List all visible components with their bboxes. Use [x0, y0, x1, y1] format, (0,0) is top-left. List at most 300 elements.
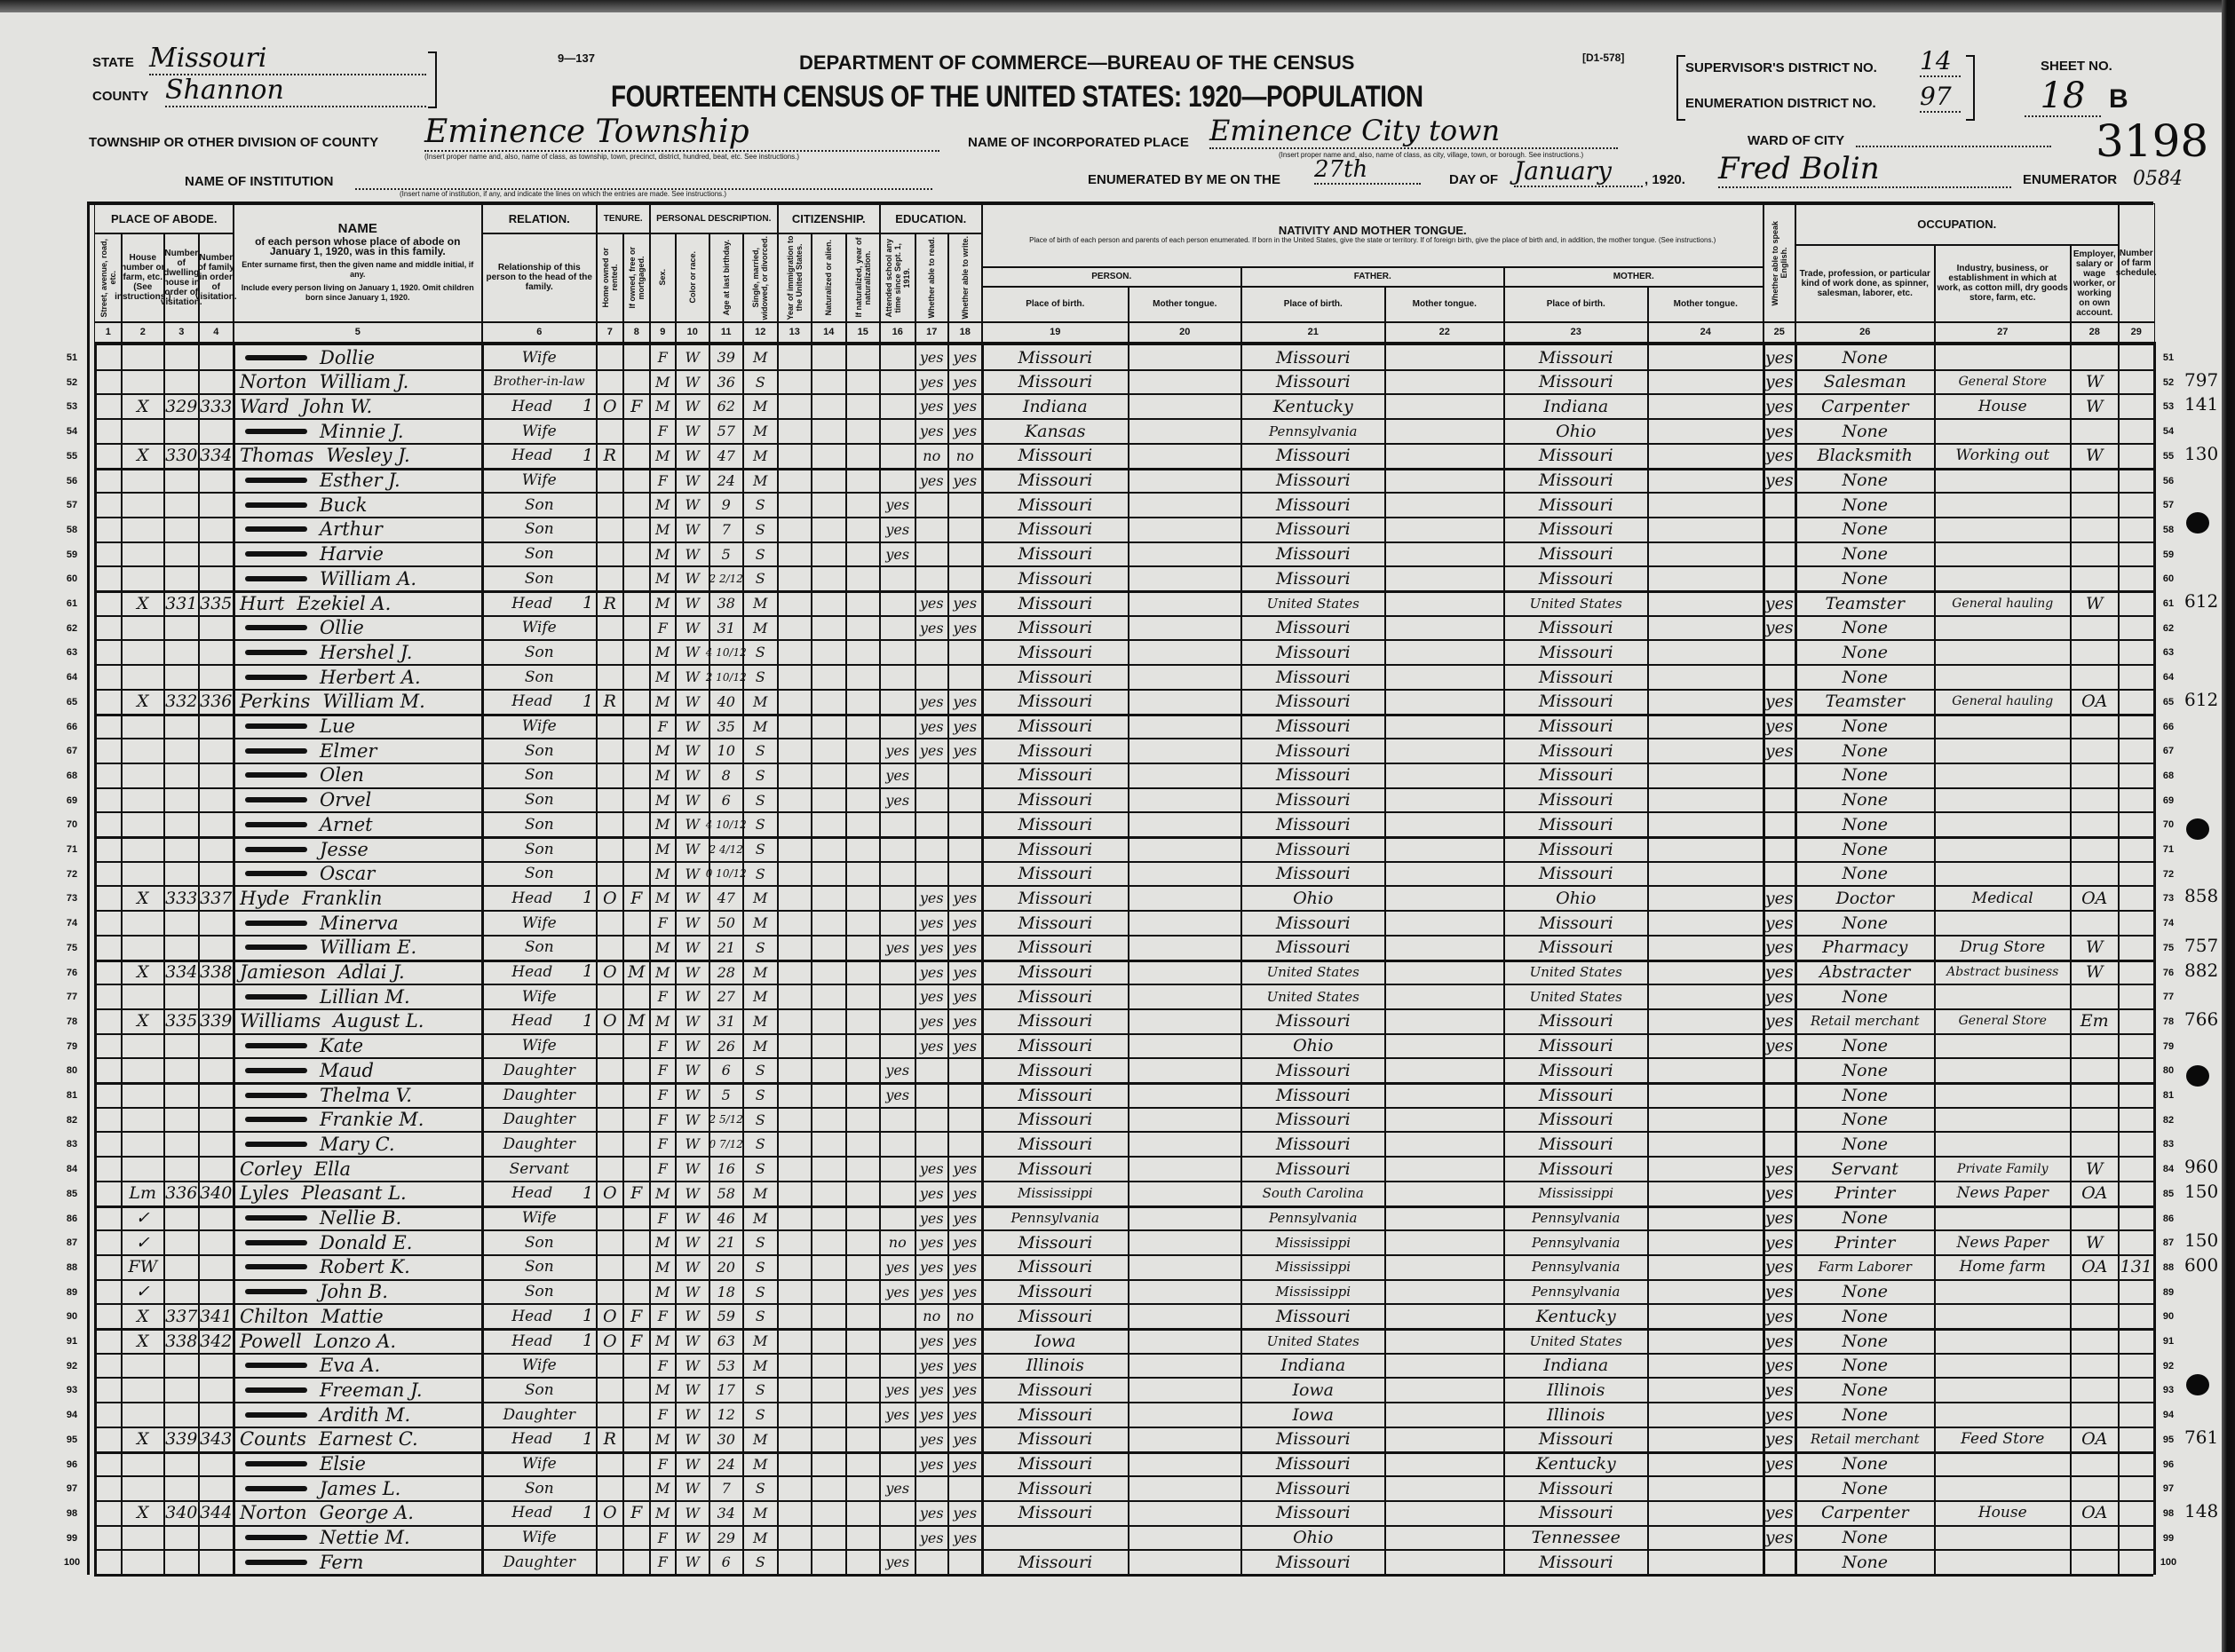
ditto-surname-mark: [245, 478, 307, 483]
group-nativity: [981, 203, 1764, 268]
cell-can-write: yes: [953, 1356, 978, 1374]
cell-sex: F: [657, 1406, 668, 1424]
cell-attended-school: yes: [885, 1406, 910, 1424]
cell-tally: 1: [582, 445, 594, 465]
cell-name: [233, 1550, 483, 1574]
cell-father-birthplace: Missouri: [1275, 642, 1351, 662]
line-number-left: 94: [66, 1410, 78, 1421]
cell-relation: Wife: [521, 471, 557, 490]
given-name: Eva A.: [320, 1355, 381, 1377]
header-race-text: Color or race.: [687, 251, 697, 304]
cell-age: 62: [717, 398, 735, 415]
cell-race: W: [685, 1529, 700, 1546]
cell-mother-birthplace: Missouri: [1538, 1478, 1613, 1498]
given-name: Buck: [320, 494, 368, 516]
cell-home-tenure: R: [603, 593, 616, 613]
cell-marital-status: M: [753, 1455, 768, 1473]
cell-occupation: None: [1842, 618, 1889, 638]
line-number-right: 81: [2162, 1090, 2175, 1101]
margin-note: 150: [2184, 1180, 2219, 1202]
cell-marital-status: S: [755, 668, 765, 686]
header-name-title: NAME: [337, 220, 377, 236]
cell-name: [233, 1304, 483, 1328]
cell-can-read: yes: [919, 914, 944, 932]
given-name: Lillian M.: [320, 985, 410, 1008]
line-number-left: 87: [66, 1237, 78, 1249]
cell-can-read: yes: [919, 692, 944, 710]
column-number: 24: [1647, 321, 1764, 344]
cell-attended-school: no: [888, 1234, 907, 1252]
cell-race: W: [685, 1209, 700, 1227]
cell-free-mortgaged: F: [630, 1306, 643, 1326]
cell-father-birthplace: Missouri: [1275, 494, 1351, 515]
cell-sex: M: [655, 398, 670, 415]
cell-birthplace: Missouri: [1018, 765, 1093, 786]
line-number-left: 93: [66, 1385, 78, 1396]
cell-marital-status: S: [755, 1308, 765, 1325]
given-name: Arthur: [320, 518, 383, 541]
cell-relation: Son: [524, 938, 554, 957]
day-of-label: DAY OF: [1449, 172, 1499, 187]
column-divider: [811, 342, 812, 1575]
line-number-right: 84: [2162, 1164, 2175, 1175]
enumeration-district-value: 97: [1920, 82, 1961, 113]
cell-marital-status: S: [755, 644, 765, 661]
cell-mother-birthplace: Missouri: [1538, 765, 1613, 786]
cell-family-number: 338: [200, 962, 233, 983]
cell-can-read: yes: [919, 1430, 944, 1448]
cell-mother-birthplace: Missouri: [1538, 1134, 1613, 1154]
cell-race: W: [685, 791, 700, 809]
ditto-surname-mark: [245, 1387, 307, 1393]
column-divider: [94, 342, 97, 1575]
ditto-surname-mark: [245, 650, 307, 655]
cell-relation: Wife: [521, 422, 557, 440]
ditto-surname-mark: [245, 847, 307, 852]
cell-father-birthplace: Mississippi: [1275, 1234, 1351, 1251]
cell-race: W: [685, 1234, 700, 1252]
column-number: 12: [742, 321, 779, 344]
header-person-birthplace-text: Place of birth.: [1026, 299, 1085, 310]
cell-sex: M: [655, 1012, 670, 1030]
cell-relation: Son: [524, 520, 554, 539]
cell-occupation: None: [1842, 642, 1889, 662]
cell-marital-status: M: [753, 1356, 768, 1374]
header-family-number: [194, 233, 237, 323]
line-number-left: 58: [66, 524, 78, 535]
cell-name: [233, 837, 483, 861]
cell-race: W: [685, 423, 700, 440]
cell-can-read: no: [923, 447, 941, 464]
cell-father-birthplace: Missouri: [1275, 790, 1351, 810]
given-name: Elsie: [320, 1453, 366, 1475]
cell-can-write: yes: [953, 1012, 978, 1030]
cell-mother-birthplace: Missouri: [1538, 446, 1613, 466]
cell-relation: Wife: [521, 1455, 557, 1474]
cell-name: [233, 1255, 483, 1279]
line-number-right: 67: [2162, 746, 2175, 757]
cell-marital-status: M: [753, 595, 768, 613]
header-dwelling-number-text: Number of dwelling house in order of visitation.: [160, 248, 202, 307]
surname: Perkins: [240, 691, 311, 713]
cell-can-read: yes: [919, 1160, 944, 1178]
cell-occupation: Retail merchant: [1811, 1013, 1920, 1030]
column-number: 13: [777, 321, 812, 344]
cell-marital-status: S: [755, 520, 765, 538]
cell-age: 21: [717, 938, 735, 956]
cell-attended-school: yes: [885, 1480, 910, 1498]
cell-can-read: yes: [919, 1332, 944, 1350]
line-number-left: 59: [66, 549, 78, 560]
cell-birthplace: Missouri: [1018, 519, 1093, 540]
cell-marital-status: M: [753, 423, 768, 440]
ward-label: WARD OF CITY: [1748, 133, 1845, 148]
given-name: Fern: [320, 1551, 364, 1573]
cell-speaks-english: yes: [1764, 1036, 1794, 1056]
cell-age: 30: [717, 1430, 735, 1448]
cell-occupation: None: [1842, 790, 1889, 810]
line-number-right: 88: [2162, 1261, 2175, 1273]
cell-name: [233, 345, 483, 369]
cell-mother-birthplace: Pennsylvania: [1532, 1284, 1621, 1300]
cell-can-read: yes: [919, 1529, 944, 1546]
header-age: [709, 233, 744, 323]
given-name: Ollie: [320, 617, 364, 639]
cell-relation: Son: [524, 545, 554, 564]
given-name: Herbert A.: [320, 666, 421, 688]
cell-house-number: X: [136, 1306, 149, 1326]
header-mother-birthplace-text: Place of birth.: [1546, 299, 1605, 310]
cell-home-tenure: O: [602, 1306, 617, 1326]
cell-race: W: [685, 471, 700, 489]
cell-name: [233, 1230, 483, 1254]
given-name: John W.: [301, 395, 373, 417]
cell-home-tenure: O: [602, 1011, 617, 1032]
ditto-surname-mark: [245, 551, 307, 557]
header-naturalized: [811, 233, 847, 323]
cell-name: [233, 1476, 483, 1500]
cell-relation: Daughter: [503, 1405, 576, 1424]
cell-age: 8: [721, 766, 731, 784]
cell-occupation: Blacksmith: [1817, 446, 1913, 466]
cell-sex: F: [657, 1529, 668, 1546]
cell-birthplace: Missouri: [1018, 888, 1093, 908]
cell-mother-birthplace: Pennsylvania: [1532, 1210, 1621, 1227]
cell-age: 38: [717, 595, 735, 613]
cell-mother-birthplace: United States: [1529, 1332, 1622, 1349]
cell-father-birthplace: Missouri: [1275, 692, 1351, 712]
cell-father-birthplace: United States: [1266, 988, 1359, 1005]
cell-name: [233, 566, 483, 590]
cell-marital-status: M: [753, 1209, 768, 1227]
cell-sex: M: [655, 865, 670, 882]
cell-attended-school: yes: [885, 1087, 910, 1104]
cell-free-mortgaged: M: [628, 962, 646, 983]
cell-birthplace: Missouri: [1018, 1232, 1093, 1253]
cell-race: W: [685, 1135, 700, 1153]
cell-name: [233, 1354, 483, 1378]
line-number-left: 56: [66, 475, 78, 486]
surname: Norton: [240, 1502, 307, 1524]
cell-sex: M: [655, 791, 670, 809]
line-number-right: 69: [2162, 794, 2175, 806]
cell-attended-school: yes: [885, 496, 910, 514]
given-name: William A.: [320, 567, 417, 589]
column-number: 22: [1384, 321, 1505, 344]
cell-relation: Wife: [521, 619, 557, 637]
cell-occupation: Teamster: [1825, 692, 1905, 712]
cell-occupation: None: [1842, 1110, 1889, 1130]
cell-father-birthplace: Missouri: [1275, 618, 1351, 638]
cell-occupation: None: [1842, 544, 1889, 565]
cell-birthplace: Missouri: [1018, 1454, 1093, 1474]
given-name: Mattie: [321, 1305, 384, 1327]
cell-age: 0 7/12: [709, 1137, 743, 1150]
enumerator-label: ENUMERATOR: [2023, 172, 2118, 187]
cell-occupation: None: [1842, 765, 1889, 786]
cell-marital-status: M: [753, 398, 768, 415]
cell-race: W: [685, 1430, 700, 1448]
cell-sex: F: [657, 717, 668, 735]
cell-can-write: yes: [953, 1283, 978, 1300]
cell-sex: F: [657, 1455, 668, 1473]
cell-speaks-english: yes: [1764, 888, 1794, 908]
cell-can-read: yes: [919, 471, 944, 489]
given-name: Ezekiel A.: [297, 592, 392, 614]
cell-birthplace: Missouri: [1018, 1085, 1093, 1105]
cell-father-birthplace: Missouri: [1275, 568, 1351, 589]
cell-age: 17: [717, 1381, 735, 1399]
cell-mother-birthplace: Missouri: [1538, 1110, 1613, 1130]
given-name: Donald E.: [320, 1231, 413, 1253]
header-age-text: Age at last birthday.: [721, 240, 731, 316]
cell-birthplace: Missouri: [1018, 913, 1093, 933]
cell-mother-birthplace: Missouri: [1538, 1552, 1613, 1572]
cell-occupation: None: [1842, 1208, 1889, 1229]
cell-marital-status: S: [755, 816, 765, 834]
given-name: Esther J.: [320, 470, 400, 492]
column-number: 20: [1128, 321, 1242, 344]
cell-name: [233, 788, 483, 812]
cell-age: 20: [717, 1258, 735, 1276]
cell-name: [233, 1132, 483, 1156]
cell-age: 24: [717, 471, 735, 489]
cell-age: 40: [717, 692, 735, 710]
cell-tally: 1: [582, 888, 594, 908]
cell-dwelling-number: 339: [165, 1429, 198, 1450]
line-number-left: 74: [66, 918, 78, 929]
cell-can-read: yes: [919, 1381, 944, 1399]
cell-family-number: 335: [200, 593, 233, 613]
margin-note: 141: [2184, 393, 2219, 415]
cell-attended-school: yes: [885, 545, 910, 563]
group-occupation-text: OCCUPATION.: [1917, 217, 1997, 232]
cell-birthplace: Missouri: [1018, 1282, 1093, 1302]
cell-can-write: yes: [953, 1430, 978, 1448]
cell-can-read: yes: [919, 938, 944, 956]
line-number-left: 68: [66, 770, 78, 781]
cell-can-read: yes: [919, 988, 944, 1006]
cell-house-number: ✓: [135, 1232, 150, 1253]
cell-can-write: yes: [953, 1406, 978, 1424]
cell-birthplace: Missouri: [1018, 1257, 1093, 1277]
cell-home-tenure: R: [603, 692, 616, 712]
cell-father-birthplace: Missouri: [1275, 839, 1351, 859]
line-number-right: 64: [2162, 672, 2175, 684]
given-name: Robert K.: [320, 1256, 410, 1278]
cell-birthplace: Illinois: [1026, 1356, 1084, 1376]
ditto-surname-mark: [245, 1142, 307, 1147]
cell-can-read: yes: [919, 423, 944, 440]
cell-sex: F: [657, 1209, 668, 1227]
cell-birthplace: Missouri: [1018, 667, 1093, 687]
cell-can-write: yes: [953, 1504, 978, 1522]
cell-sex: M: [655, 1504, 670, 1522]
cell-name: [233, 690, 483, 714]
cell-marital-status: M: [753, 988, 768, 1006]
cell-can-write: no: [955, 1308, 974, 1325]
cell-race: W: [685, 1037, 700, 1055]
given-name: William J.: [319, 371, 409, 393]
column-divider: [163, 342, 165, 1575]
cell-relation: Wife: [521, 987, 557, 1006]
cell-age: 6: [721, 791, 731, 809]
township-hint: (Insert proper name and, also, name of class, as township, town, precinct, district, hundred, beat, etc. See instructions.): [424, 153, 799, 161]
line-number-right: 59: [2162, 549, 2175, 560]
cell-dwelling-number: 340: [165, 1503, 198, 1523]
cell-home-tenure: R: [603, 446, 616, 466]
cell-age: 39: [717, 349, 735, 367]
district-bracket: [1676, 55, 1685, 121]
group-father-text: FATHER.: [1353, 272, 1391, 282]
cell-house-number: X: [136, 1011, 149, 1032]
cell-relation: Son: [524, 815, 554, 834]
column-number: 21: [1240, 321, 1386, 344]
cell-name: [233, 936, 483, 960]
cell-relation: Wife: [521, 717, 557, 736]
cell-age: 6: [721, 1062, 731, 1079]
cell-age: 4 10/12: [705, 818, 747, 831]
cell-marital-status: M: [753, 692, 768, 710]
cell-can-read: yes: [919, 398, 944, 415]
given-name: Ardith M.: [320, 1403, 411, 1426]
cell-name: [233, 862, 483, 886]
line-number-right: 87: [2162, 1237, 2175, 1249]
cell-sex: M: [655, 447, 670, 464]
column-number: 25: [1763, 321, 1796, 344]
cell-name: [233, 542, 483, 566]
cell-race: W: [685, 1012, 700, 1030]
cell-mother-birthplace: Missouri: [1538, 1036, 1613, 1056]
cell-relation: Head: [511, 1184, 553, 1203]
line-number-right: 89: [2162, 1286, 2175, 1298]
cell-family-number: 342: [200, 1331, 233, 1351]
cell-speaks-english: yes: [1764, 1011, 1794, 1032]
header-house-number: [115, 233, 171, 323]
cell-marital-status: S: [755, 570, 765, 588]
county-value: Shannon: [165, 75, 426, 107]
header-trade-text: Trade, profession, or particular kind of work done, as spinner, salesman, laborer, etc.: [1799, 268, 1930, 298]
margin-note: 882: [2184, 959, 2219, 981]
cell-relation: Son: [524, 766, 554, 785]
cell-industry: Drug Store: [1960, 938, 2046, 957]
cell-can-write: yes: [953, 963, 978, 981]
line-number-right: 57: [2162, 500, 2175, 511]
cell-relation: Son: [524, 1380, 554, 1399]
cell-mother-birthplace: Kentucky: [1535, 1454, 1616, 1474]
cell-father-birthplace: Missouri: [1275, 864, 1351, 884]
line-number-right: 98: [2162, 1507, 2175, 1519]
cell-race: W: [685, 1283, 700, 1300]
cell-industry: General Store: [1958, 1014, 2047, 1029]
scan-right-edge: [2222, 0, 2235, 1652]
cell-mother-birthplace: Kentucky: [1535, 1306, 1616, 1326]
cell-employment-class: Em: [2080, 1011, 2109, 1032]
cell-race: W: [685, 644, 700, 661]
cell-dwelling-number: 335: [165, 1011, 198, 1032]
cell-age: 2 4/12: [709, 842, 743, 856]
cell-father-birthplace: Pennsylvania: [1269, 423, 1358, 439]
cell-race: W: [685, 717, 700, 735]
cell-name: [233, 370, 483, 394]
cell-employment-class: W: [2085, 937, 2104, 958]
line-number-left: 55: [66, 450, 78, 462]
state-value: Missouri: [149, 43, 426, 75]
cell-race: W: [685, 1480, 700, 1498]
nativity-desc: Place of birth of each person and parents of each person enumerated. If born in the United States, give the state or territory. If of foreign birth, give the place of birth and, in addition, the mother tongue. (See instructions.): [1029, 236, 1716, 245]
ditto-surname-mark: [245, 871, 307, 876]
column-divider: [121, 342, 123, 1575]
margin-note: 766: [2184, 1008, 2219, 1030]
cell-father-birthplace: Pennsylvania: [1269, 1210, 1358, 1227]
cell-age: 24: [717, 1455, 735, 1473]
cell-speaks-english: yes: [1764, 470, 1794, 491]
cell-sex: F: [657, 988, 668, 1006]
cell-relation: Son: [524, 1258, 554, 1277]
cell-birthplace: Missouri: [1018, 347, 1093, 368]
header-father-birthplace-text: Place of birth.: [1283, 299, 1343, 310]
cell-birthplace: Missouri: [1018, 1134, 1093, 1154]
cell-speaks-english: yes: [1764, 446, 1794, 466]
cell-employment-class: W: [2085, 593, 2104, 613]
cell-birthplace: Kansas: [1024, 421, 1086, 441]
header-father-mother-tongue-text: Mother tongue.: [1412, 299, 1477, 310]
cell-can-read: yes: [919, 889, 944, 907]
cell-race: W: [685, 1332, 700, 1350]
cell-occupation: None: [1842, 347, 1889, 368]
cell-house-number: X: [136, 1331, 149, 1351]
cell-age: 50: [717, 914, 735, 932]
cell-tally: 1: [582, 1306, 594, 1326]
header-free-mortgaged: [622, 233, 651, 323]
cell-mother-birthplace: Pennsylvania: [1532, 1259, 1621, 1276]
enumerator-code: 0584: [2133, 168, 2183, 190]
line-number-right: 82: [2162, 1114, 2175, 1126]
cell-speaks-english: yes: [1764, 1331, 1794, 1351]
cell-relation: Son: [524, 1233, 554, 1252]
given-name: August L.: [333, 1010, 424, 1032]
cell-speaks-english: yes: [1764, 1282, 1794, 1302]
cell-mother-birthplace: Missouri: [1538, 1158, 1613, 1179]
enumeration-district-label: ENUMERATION DISTRICT NO.: [1685, 96, 1876, 111]
incorporated-place-label: NAME OF INCORPORATED PLACE: [968, 135, 1189, 150]
cell-attended-school: yes: [885, 938, 910, 956]
header-speak-english: [1763, 203, 1796, 323]
margin-note: 612: [2184, 688, 2219, 710]
cell-employment-class: W: [2085, 962, 2104, 983]
surname: Hyde: [240, 887, 290, 909]
ditto-surname-mark: [245, 625, 307, 630]
